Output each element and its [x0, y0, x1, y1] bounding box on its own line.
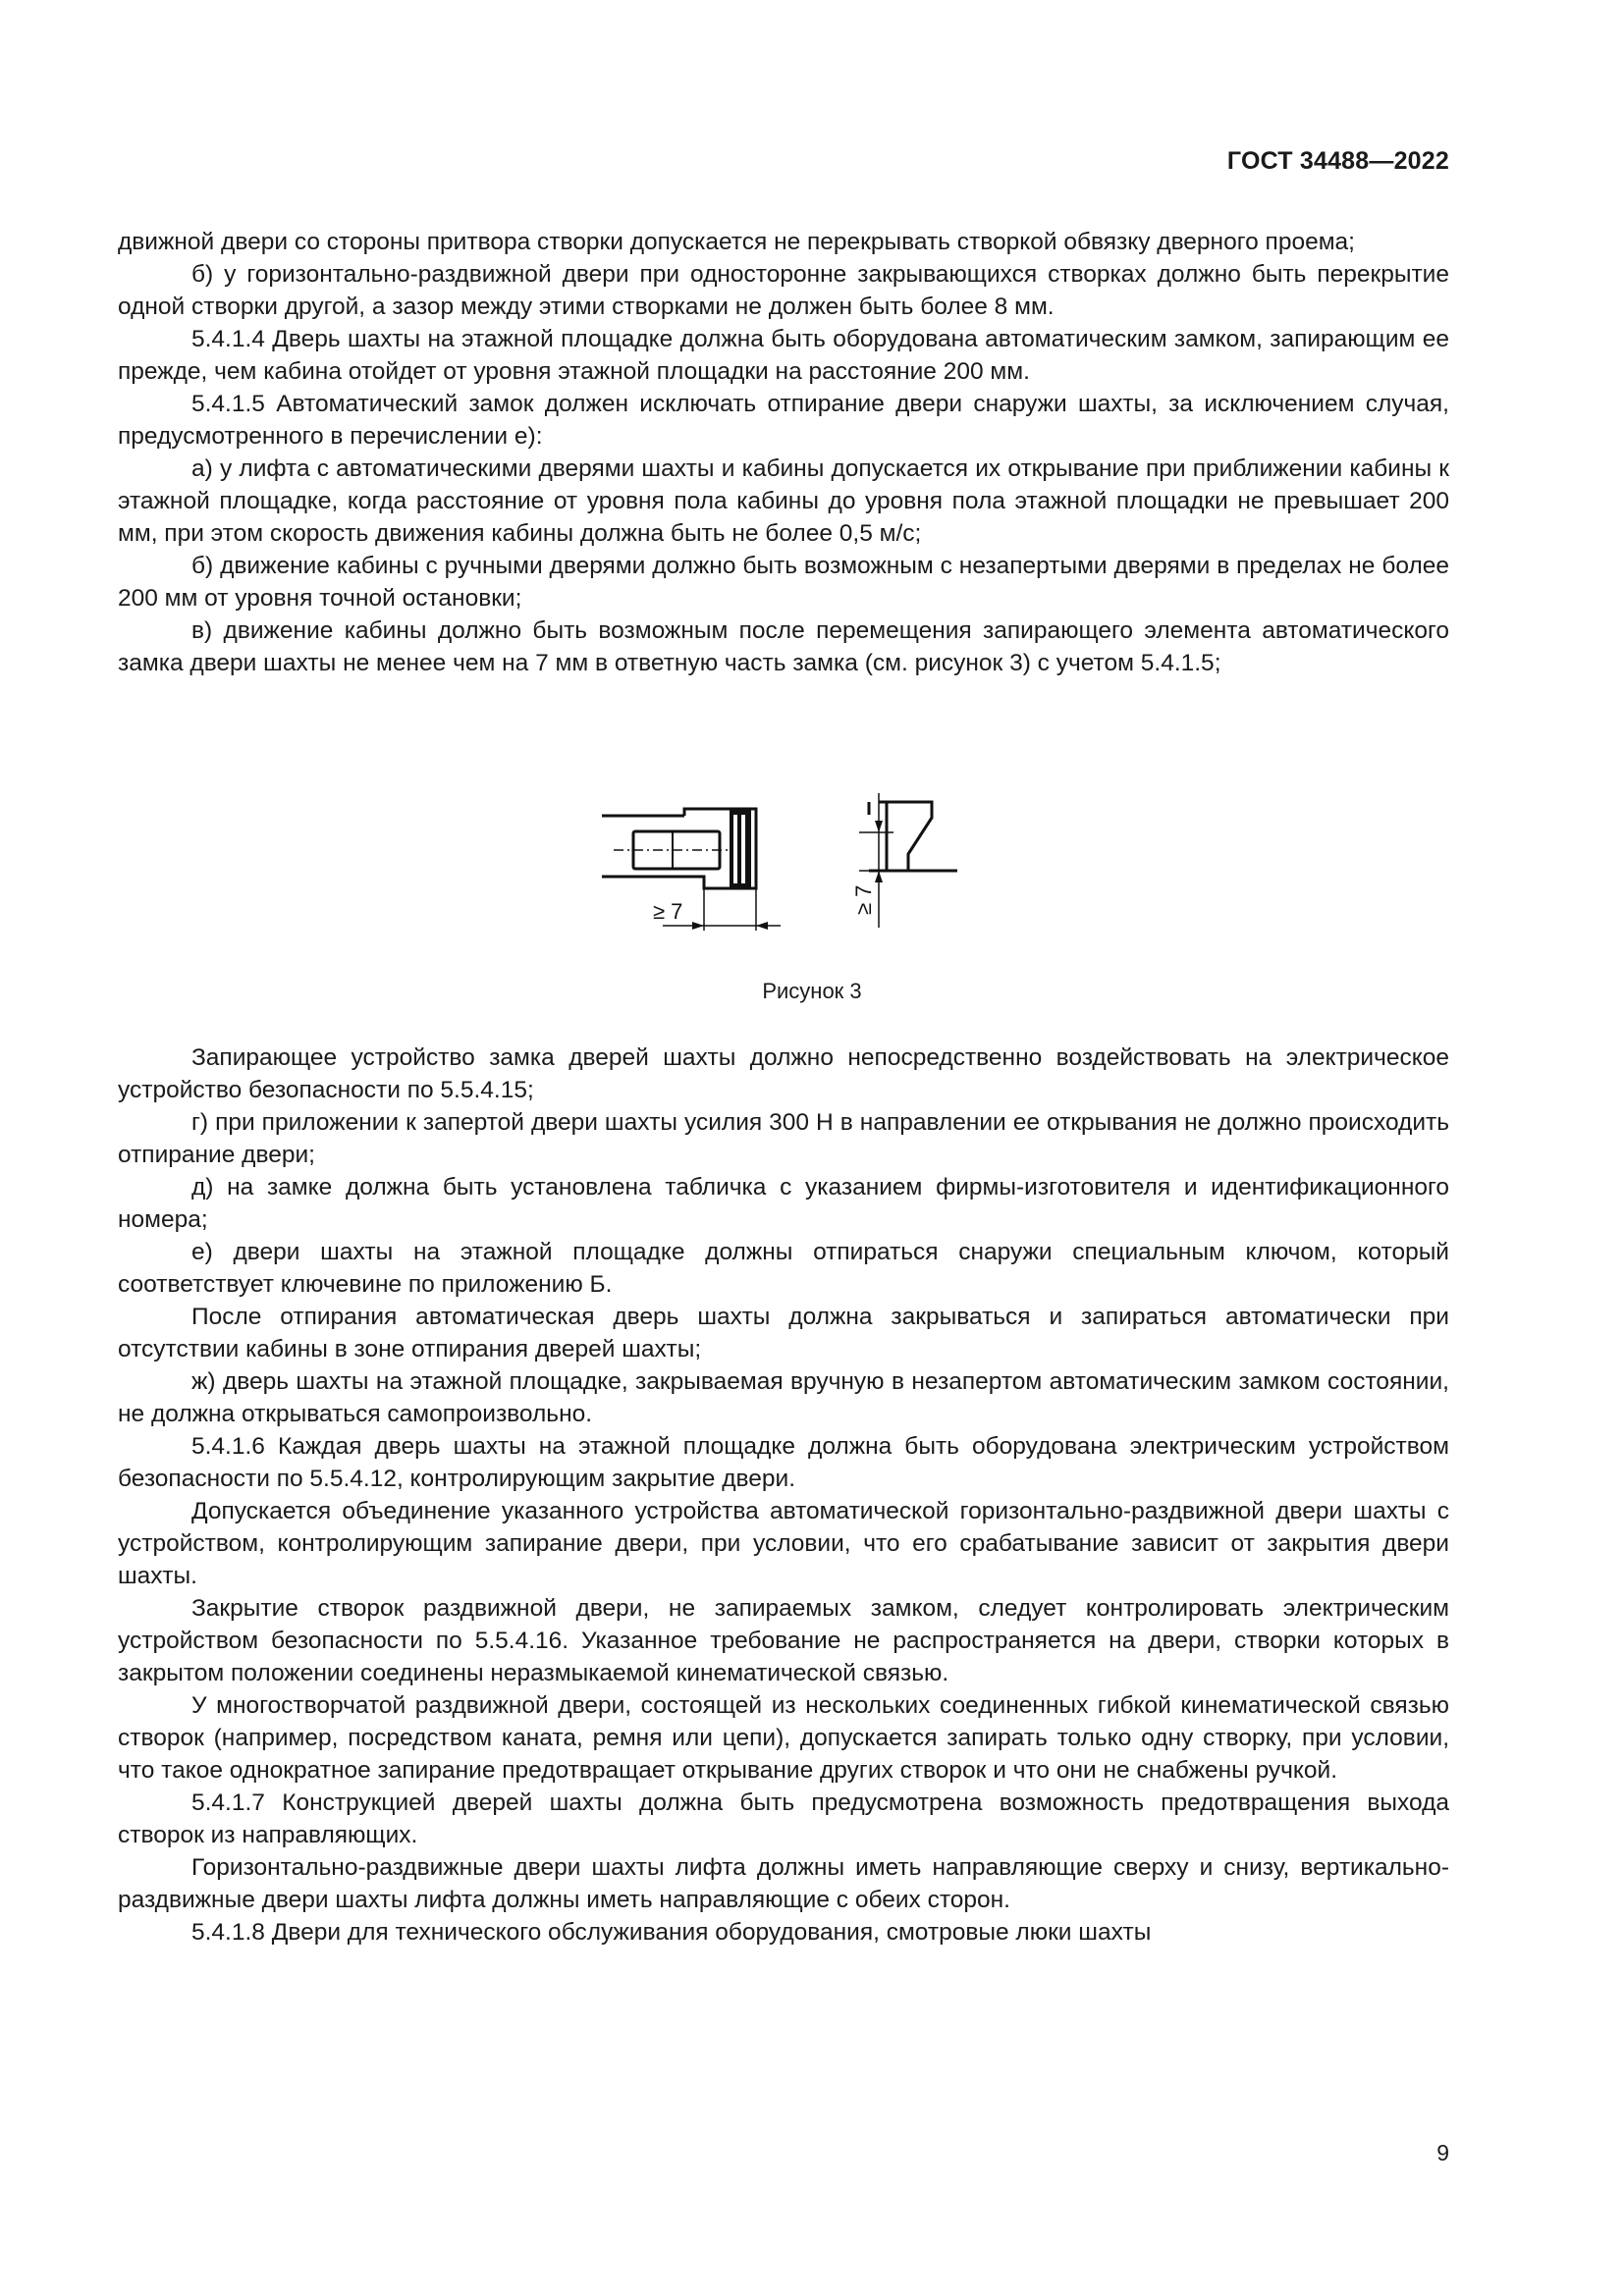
- text-block-top: [118, 226, 1449, 679]
- paragraph: 5.4.1.7 Конструкцией дверей шахты должна быть предусмотрена возможность предотвращения выхода створок из направляющих.: [118, 1789, 1449, 1848]
- paragraph: После отпирания автоматическая дверь шахты должна закрываться и запираться автоматически при отсутствии кабины в зоне отпирания дверей шахты;: [118, 1304, 1449, 1362]
- paragraph: ж) дверь шахты на этажной площадке, закрываемая вручную в незапертом автоматическим замком состоянии, не должна открываться самопроизвольно.: [118, 1368, 1449, 1427]
- door-seal-hatching: [730, 809, 751, 888]
- paragraph: Запирающее устройство замка дверей шахты должно непосредственно воздействовать на электрическое устройство безопасности по 5.5.4.15;: [118, 1044, 1449, 1103]
- paragraph: е) двери шахты на этажной площадке должны отпираться снаружи специальным ключом, который соответствует ключевине по приложению Б.: [118, 1239, 1449, 1298]
- paragraph: г) при приложении к запертой двери шахты усилия 300 Н в направлении ее открывания не должно происходить отпирание двери;: [118, 1109, 1449, 1168]
- paragraph: 5.4.1.4 Дверь шахты на этажной площадке должна быть оборудована автоматическим замком, запирающим ее прежде, чем кабина отойдет от уровня этажной площадки на расстояние 200 мм.: [118, 326, 1449, 385]
- paragraph: б) у горизонтально-раздвижной двери при односторонне закрывающихся створках должно быть перекрытие одной створки другой, а зазор между этими створками не должен быть более 8 мм.: [118, 261, 1449, 320]
- paragraph: б) движение кабины с ручными дверями должно быть возможным с незапертыми дверями в пределах не более 200 мм от уровня точной остановки;: [118, 553, 1449, 612]
- latch-hook: [879, 802, 932, 871]
- paragraph: в) движение кабины должно быть возможным после перемещения запирающего элемента автоматического замка двери шахты не менее чем на 7 мм в ответную часть замка (см. рисунок 3) с учетом 5.4.1.5;: [118, 617, 1449, 676]
- arrowhead-right: [756, 922, 768, 930]
- paragraph: Горизонтально-раздвижные двери шахты лифта должны иметь направляющие сверху и снизу, вертикально-раздвижные двери шахты лифта должны иметь направляющие с обеих сторон.: [118, 1854, 1449, 1913]
- paragraph: движной двери со стороны притвора створки допускается не перекрывать створкой обвязку дверного проема;: [118, 229, 1355, 255]
- arrowhead-left: [692, 922, 704, 930]
- arrowhead-bottom: [875, 871, 883, 882]
- paragraph: 5.4.1.8 Двери для технического обслуживания оборудования, смотровые люки шахты: [191, 1919, 1152, 1946]
- dimension-label-vertical: ≥ 7: [851, 884, 876, 915]
- figure-lock-diagram: [594, 785, 967, 947]
- paragraph: а) у лифта с автоматическими дверями шахты и кабины допускается их открывание при приближении кабины к этажной площадке, когда расстояние от уровня пола кабины до уровня пола этажной площадки не превышает 200 мм, при этом скорость движения кабины должна быть не более 0,5 м/с;: [118, 455, 1449, 547]
- page-number: 9: [1436, 2140, 1449, 2165]
- figure-caption: Рисунок 3: [762, 979, 862, 1003]
- paragraph: д) на замке должна быть установлена табличка с указанием фирмы-изготовителя и идентификационного номера;: [118, 1174, 1449, 1233]
- dimension-label-horizontal: ≥ 7: [653, 899, 683, 924]
- paragraph: Закрытие створок раздвижной двери, не запираемых замком, следует контролировать электрическим устройством безопасности по 5.5.4.16. Указанное требование не распространяется на двери, створки которых в закрытом положении соединены неразмыкаемой кинематической связью.: [118, 1595, 1449, 1686]
- lock-diagram: [594, 785, 967, 947]
- paragraph: 5.4.1.5 Автоматический замок должен исключать отпирание двери снаружи шахты, за исключением случая, предусмотренного в перечислении е):: [118, 391, 1449, 450]
- text-block-bottom: [118, 1041, 1449, 1949]
- paragraph: У многостворчатой раздвижной двери, состоящей из нескольких соединенных гибкой кинематической связью створок (например, посредством каната, ремня или цепи), допускается запирать только одну створку, при условии, что такое однократное запирание предотвращает открывание других створок и что они не снабжены ручкой.: [118, 1692, 1449, 1784]
- paragraph: 5.4.1.6 Каждая дверь шахты на этажной площадке должна быть оборудована электрическим устройством безопасности по 5.5.4.12, контролирующим закрытие двери.: [118, 1433, 1449, 1492]
- arrowhead-top: [875, 821, 883, 832]
- paragraph: Допускается объединение указанного устройства автоматической горизонтально-раздвижной двери шахты с устройством, контролирующим запирание двери, при условии, что его срабатывание зависит от закрытия двери шахты.: [118, 1498, 1449, 1589]
- document-header: ГОСТ 34488—2022: [1226, 147, 1449, 175]
